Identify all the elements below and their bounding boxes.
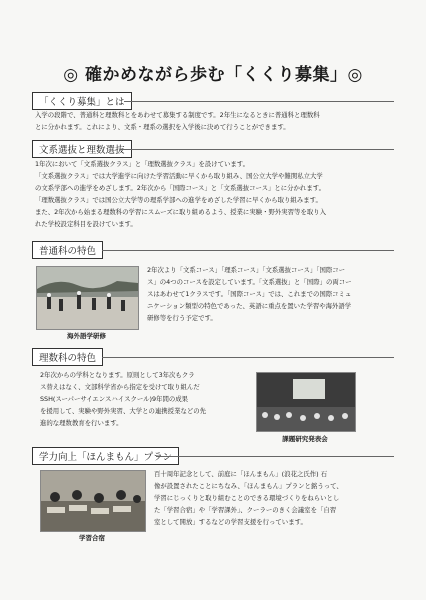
section-body-kukuri: 入学の段階で、普通科と理数科とをあわせて募集する制度です。2年生になるときに普通科と理数科 とに分かれます。これにより、文系・理系の選択を入学後に決めて行うことができます。 xyxy=(35,111,320,131)
photo-caption-study-camp: 学習合宿 xyxy=(79,534,105,542)
study-camp-photo xyxy=(40,470,146,532)
photo-caption-overseas: 海外語学研修 xyxy=(67,332,106,340)
section-body-bunri: 1年次において「文系選抜クラス」と「理数選抜クラス」を設けています。 「文系選抜クラス」では大学進学に向けた学習活動に早くから取り組み、国公立大学や難関私立大学 の文系学部への進学をめざします。2年次から「国際コース」と「文系選抜コース」とに分かれます。 「理数選抜クラス」では国公立大学等の理系学部への進学をめざした学習に早くから取り組みます。 また、2年次から始まる理数科の学習にスムーズに取り組めるよう、授業に実験・野外実習等を取り入 れた学校設定科目を設けています。 xyxy=(35,160,327,228)
section-heading-bunri: 文系選抜と理数選抜 xyxy=(32,140,132,158)
section-divider xyxy=(102,357,394,358)
section-body-honmamon: 百十周年記念として、前庭に「ほんまもん」(浪花之氏作) 石 像が設置されたことにちなみ、「ほんまもん」プランと銘うって、 学習にじっくりと取り組むことのできる環境づくりをねらいとし た「学習合宿」や「学習課外」、クーラーのきく会議室を「自習 室として開放」するなどの学習支援を行っています。 xyxy=(154,470,343,526)
section-divider xyxy=(102,250,394,251)
page-title: ◎ 確かめながら歩む「くくり募集」◎ xyxy=(63,65,363,85)
section-divider xyxy=(156,456,394,457)
section-body-risuka: 2年次からの学科となります。原則として3年次もクラ ス替えはなく、文部科学省から指定を受けて取り組んだ SSH(スーパーサイエンスハイスクール)9年間の成果 を援用して、実験や野外実習、大学との連携授業などの先 進的な理数教育を行います。 xyxy=(40,371,207,427)
section-heading-honmamon: 学力向上「ほんまもん」プラン xyxy=(32,447,179,465)
section-heading-kukuri: 「くくり募集」とは xyxy=(32,92,132,110)
section-heading-futsuka: 普通科の特色 xyxy=(32,241,103,259)
photo-caption-research: 課題研究発表会 xyxy=(282,435,328,443)
section-divider xyxy=(124,101,394,102)
section-heading-risuka: 理数科の特色 xyxy=(32,348,103,366)
section-body-futsuka: 2年次より「文系コース」「理系コース」「文系選抜コース」「国際コー ス」の4つのコースを設定しています。「文系選抜」と「国際」の両コー スはあわせて1クラスです。「国際コース」では、これまでの国際コミュ ニケーション類型の特色であった、英語に重点を置いた学習や海外語学 研修等を行う予定です。 xyxy=(147,266,352,322)
research-presentation-photo xyxy=(256,372,356,432)
section-divider xyxy=(120,149,394,150)
overseas-training-photo xyxy=(36,266,139,330)
